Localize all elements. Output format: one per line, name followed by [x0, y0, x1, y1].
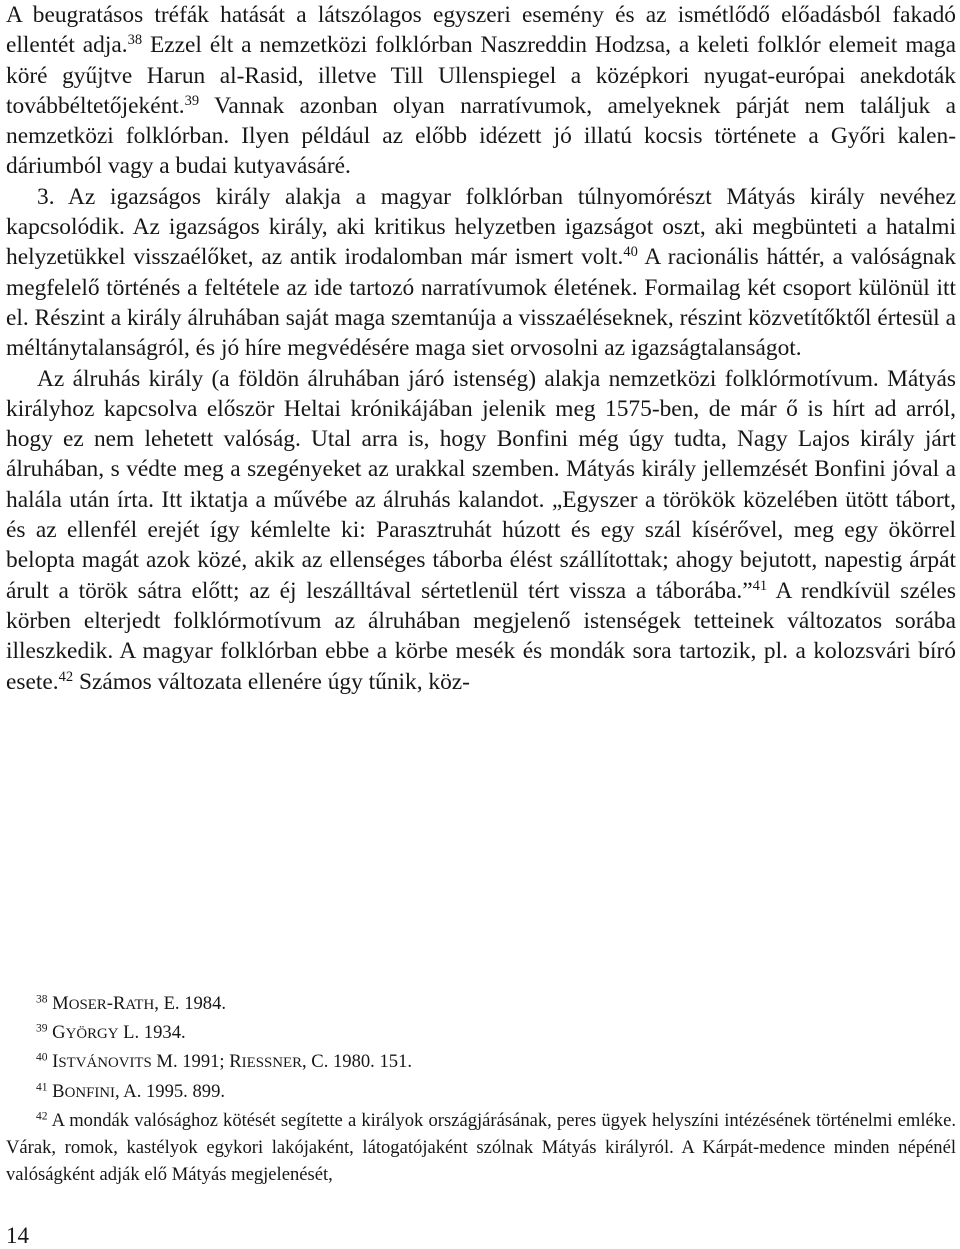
text-run: Vannak azonban olyan narratívumok, amelyeknek párját nem találjuk a nemzetközi folklórban. Ilyen például az előbb idézett jó illatú kocsis története a Győri kalendáriumból vagy a budai kutyavásáré.	[6, 92, 956, 180]
footnote-number: 42	[36, 1110, 48, 1123]
footnote-38	[6, 990, 956, 1019]
small-caps-text: OSER	[68, 997, 107, 1013]
small-caps-text: YÖRGY	[65, 1026, 119, 1043]
text-run: Számos változata ellenére úgy tűnik, köz-	[73, 668, 470, 695]
paragraph-p1	[6, 0, 956, 182]
text-run: M	[52, 993, 69, 1014]
text-run: L. 1934.	[118, 1022, 186, 1044]
text-run: I	[52, 1051, 59, 1073]
footnote-ref[interactable]: 38	[127, 32, 143, 49]
text-run: M. 1991; R	[151, 1051, 242, 1073]
text-run: G	[52, 1022, 66, 1044]
footnote-ref[interactable]: 39	[184, 92, 200, 109]
text-run: Ezzel élt a nemzetközi folklórban Naszreddin Hodzsa, a keleti folklór elemeit maga köré gyűjtve Harun al-Rasid, illetve Till Ullenspiegel a középkori nyugat-európai anekdoták továbbéltetőjeként.	[6, 32, 956, 119]
text-run: A mondák valósághoz kötését segítette a királyok országjárásának, peres ügyek helyszíni intézésének történelmi emléke. Várak, romok, kastélyok egykori lakójaként, látogatójaként szólnak Mátyás királyról. A Kárpát-medence minden népénél valóságként adják elő Mátyás megjelenését,	[6, 1109, 956, 1186]
text-run: , A. 1995. 899.	[115, 1080, 226, 1102]
footnote-ref[interactable]: 41	[752, 577, 768, 594]
small-caps-text: IESSNER	[241, 1055, 302, 1072]
footnote-40	[6, 1048, 956, 1077]
footnote-ref[interactable]: 40	[623, 244, 638, 261]
footnotes	[6, 990, 956, 1188]
footnote-number: 40	[36, 1052, 48, 1065]
page-number: 14	[6, 1223, 29, 1248]
small-caps-text: ATH	[125, 997, 155, 1013]
footnote-number: 41	[36, 1081, 48, 1094]
text-run: 3. Az igazságos király alakja a magyar folklórban túlnyomórészt Mátyás király nevéhez kapcsolódik. Az igazságos király, aki kritikus helyzetben igazságot oszt, aki megbünteti a hatalmi helyzetükkel visszaélőket, az antik irodalomban már ismert volt.	[6, 183, 956, 271]
footnote-39	[6, 1019, 956, 1048]
small-caps-text: ONFINI	[64, 1084, 115, 1101]
text-run: B	[52, 1080, 65, 1102]
text-run: -R	[106, 993, 126, 1014]
text-run: , E. 1984.	[154, 993, 227, 1014]
document-page	[6, 0, 956, 1249]
paragraph-p3	[6, 364, 956, 697]
body-text	[6, 0, 956, 697]
text-run: , C. 1980. 151.	[302, 1051, 413, 1073]
text-run: A rendkívül széles körben elterjedt folklórmotívum az álruhában megjelenő istenségek tetteinek változatos sorába illeszkedik. A magyar folklórban ebbe a körbe mesék és mondák sora tartozik, pl. a kolozsvári bíró esete.	[6, 577, 956, 695]
footnote-ref[interactable]: 42	[58, 668, 74, 685]
small-caps-text: STVÁNOVITS	[58, 1055, 152, 1072]
footnote-number: 39	[36, 1022, 48, 1035]
footnote-42	[6, 1107, 956, 1189]
text-run: A racionális háttér, a valóságnak megfelelő történés a feltétele az ide tartozó narratívumok életének. Formailag két csoport különül itt el. Részint a király álruhában saját maga szemtanúja a visszaéléseknek, részint közvetítőktől értesül a méltánytalanságról, és jó híre megvédésére maga siet orvosolni az igazságtalanságot.	[6, 244, 956, 362]
paragraph-p2	[6, 182, 956, 364]
footnote-number: 38	[36, 993, 48, 1006]
text-run: Az álruhás király (a földön álruhában járó istenség) alakja nemzetközi folklórmotívum. Mátyás királyhoz kapcsolva először Heltai krónikájában jelenik meg 1575-ben, de már ő is hírt ad arról, hogy ez nem lehetett valóság. Utal arra is, hogy Bonfini még úgy tudta, Nagy Lajos király járt álruhában, s védte meg a szegényeket az urakkal szemben. Mátyás király jellemzését Bonfini jóval a halála után írta. Itt iktatja a művébe az álruhás kalandot. „Egyszer a törökök közelében ütött tábort, és az ellenfél erejét így kémlelte ki: Parasztruhát húzott és egy szál kísérővel, meg egy ökörrel belopta magát azok közé, akik az ellenséges táborba élést szállítottak; ahogy bejutott, napestig árpát árult a török sátra előtt; az éj leszálltával sértetlenül tért vissza a táborába.”	[6, 365, 956, 604]
footnote-41	[6, 1078, 956, 1107]
text-run: A beugratásos tréfák hatását a látszólagos egyszeri esemény és az ismétlődő előadásból fakadó ellentét adja.	[6, 2, 956, 59]
